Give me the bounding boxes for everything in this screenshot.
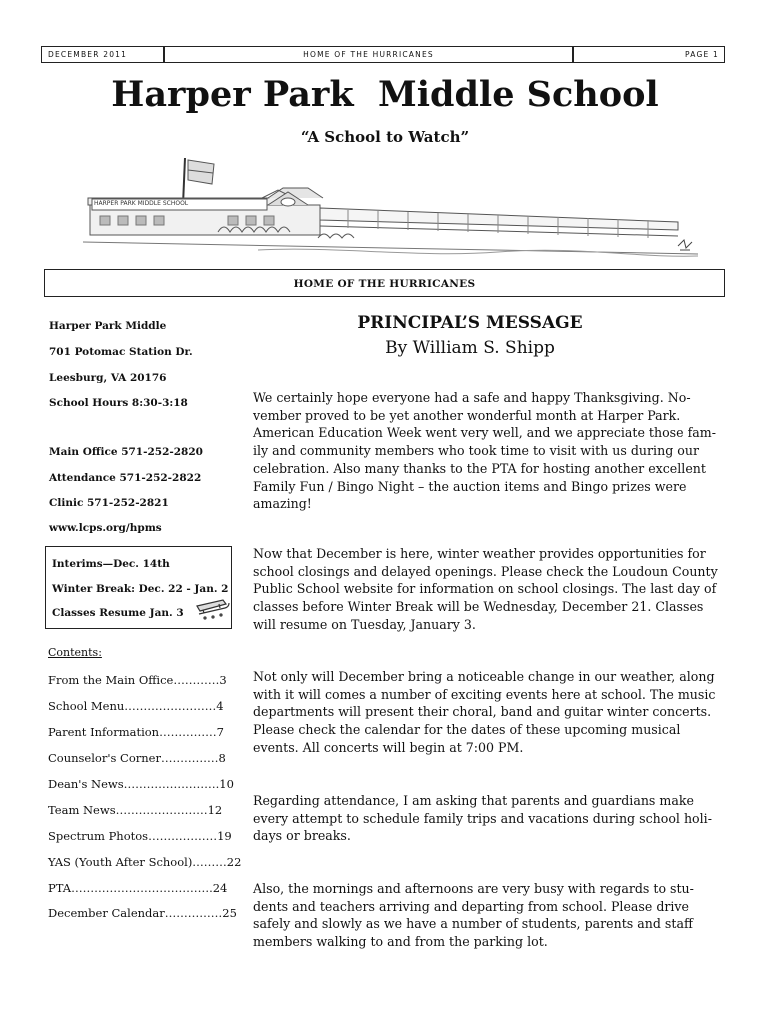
text-line: will resume on Tuesday, January 3. (253, 616, 476, 632)
toc-item[interactable]: School Menu……………………4 (48, 699, 224, 713)
text-line: dents and teachers arriving and departing from school. Please drive (253, 898, 690, 914)
text-line: classes before Winter Break will be Wednesday, December 21. Classes (253, 599, 704, 615)
text-line: every attempt to schedule family trips and vacations during school holi- (253, 810, 712, 826)
text-line: celebration. Also many thanks to the PTA for hosting another excellent (253, 460, 706, 476)
text-line: Regarding attendance, I am asking that parents and guardians make (253, 793, 694, 808)
school-building-illustration (78, 150, 708, 265)
school-hours: School Hours 8:30-3:18 (49, 397, 188, 409)
school-address: 701 Potomac Station Dr. (49, 346, 193, 358)
article-paragraph (253, 545, 723, 634)
text-line: Also, the mornings and afternoons are very busy with regards to stu- (253, 881, 694, 896)
article-paragraph (253, 880, 723, 951)
text-line: days or breaks. (253, 828, 351, 844)
toc-item[interactable]: Counselor's Corner……………8 (48, 751, 226, 765)
school-website[interactable]: www.lcps.org/hpms (49, 522, 162, 534)
text-line: American Education Week went very well, and we appreciate those fam- (253, 425, 716, 441)
toc-item[interactable]: Parent Information……………7 (48, 725, 224, 739)
toc-item[interactable]: PTA……………………………….24 (48, 881, 228, 895)
event-classes-resume: Classes Resume Jan. 3 (52, 607, 184, 619)
newsletter-title: Harper Park Middle School (111, 74, 659, 115)
issue-date: DECEMBER 2011 (41, 46, 164, 63)
article-paragraph (253, 389, 723, 513)
text-line: departments will present their choral, band and guitar winter concerts. (253, 704, 712, 720)
hurricanes-banner: HOME OF THE HURRICANES (44, 269, 725, 297)
school-motto: “A School to Watch” (300, 128, 470, 146)
contents-heading: Contents: (48, 646, 102, 659)
text-line: events. All concerts will begin at 7:00 PM. (253, 739, 524, 755)
text-line: ily and community members who took time to visit with us during our (253, 443, 699, 459)
toc-item[interactable]: Dean's News…………………….10 (48, 777, 234, 791)
toc-item[interactable]: From the Main Office…………3 (48, 673, 227, 687)
attendance-phone: Attendance 571-252-2822 (49, 472, 202, 484)
text-line: amazing! (253, 496, 312, 512)
key-dates-box (45, 546, 232, 629)
toc-item[interactable]: Spectrum Photos………………19 (48, 829, 232, 843)
text-line: school closings and delayed openings. Please check the Loudoun County (253, 563, 718, 579)
header-tagline: HOME OF THE HURRICANES (164, 46, 573, 63)
article-paragraph (253, 668, 723, 757)
event-interims: Interims—Dec. 14th (52, 558, 170, 570)
article-title: PRINCIPAL’S MESSAGE (357, 313, 583, 333)
text-line: members walking to and from the parking lot. (253, 934, 548, 950)
page-number: PAGE 1 (573, 46, 725, 63)
toc-item[interactable]: Team News……………………12 (48, 803, 223, 817)
text-line: Now that December is here, winter weather provides opportunities for (253, 546, 706, 561)
text-line: with it will comes a number of exciting events here at school. The music (253, 686, 716, 702)
text-line: safely and slowly as we have a number of students, parents and staff (253, 916, 693, 932)
text-line: vember proved to be yet another wonderful month at Harper Park. (253, 407, 681, 423)
school-city: Leesburg, VA 20176 (49, 372, 167, 384)
main-office-phone: Main Office 571-252-2820 (49, 446, 203, 458)
event-winter-break: Winter Break: Dec. 22 - Jan. 2 (52, 583, 229, 595)
clinic-phone: Clinic 571-252-2821 (49, 497, 169, 509)
toc-item[interactable]: December Calendar……………25 (48, 906, 237, 920)
text-line: Please check the calendar for the dates of these upcoming musical (253, 722, 681, 738)
text-line: Not only will December bring a noticeable change in our weather, along (253, 669, 715, 684)
text-line: Public School website for information on school closings. The last day of (253, 581, 717, 597)
toc-item[interactable]: YAS (Youth After School)………22 (48, 855, 242, 869)
building-sign: HARPER PARK MIDDLE SCHOOL (94, 200, 189, 207)
text-line: We certainly hope everyone had a safe and happy Thanksgiving. No- (253, 390, 691, 405)
sled-icon (193, 592, 231, 622)
article-author: By William S. Shipp (385, 338, 555, 358)
article-paragraph (253, 792, 723, 845)
school-name: Harper Park Middle (49, 320, 167, 332)
text-line: Family Fun / Bingo Night – the auction items and Bingo prizes were (253, 478, 687, 494)
